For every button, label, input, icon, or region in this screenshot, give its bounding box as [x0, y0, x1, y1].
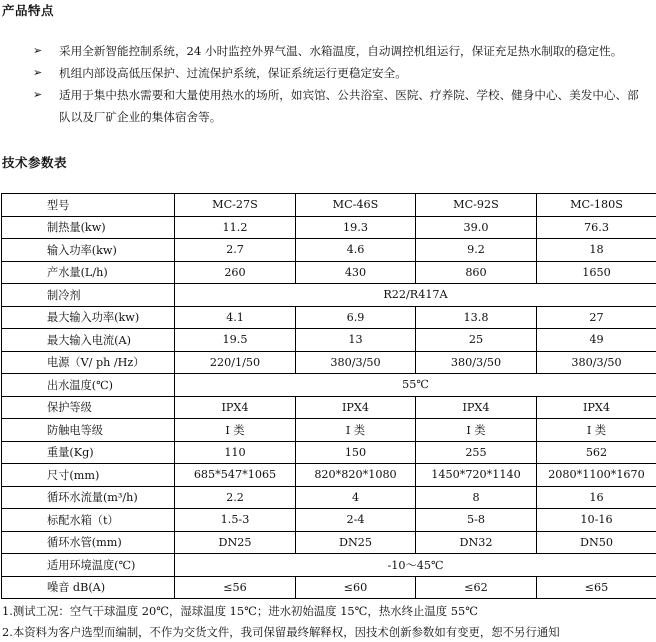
table-row [2, 239, 656, 262]
table-cell: ≤65 [537, 576, 656, 599]
row-label: 尺寸(mm) [2, 464, 175, 487]
table-cell: IPX4 [296, 396, 416, 419]
table-cell: 220/1/50 [175, 351, 296, 374]
model-header: MC-46S [296, 194, 416, 217]
table-row [2, 329, 656, 352]
table-cell: DN50 [537, 531, 656, 554]
table-cell: 19.3 [296, 216, 416, 239]
table-cell: 860 [416, 261, 537, 284]
table-cell: 25 [416, 329, 537, 352]
table-cell: ≤60 [296, 576, 416, 599]
table-cell: 260 [175, 261, 296, 284]
table-row [2, 464, 656, 487]
table-cell: 11.2 [175, 216, 296, 239]
feature-text: 机组内部设高低压保护、过流保护系统，保证系统运行更稳定安全。 [59, 66, 407, 80]
specs-title: 技术参数表 [2, 153, 67, 171]
merged-value: 55℃ [175, 374, 656, 397]
table-cell: 4 [296, 486, 416, 509]
table-row [2, 306, 656, 329]
row-label: 最大输入电流(A) [2, 329, 175, 352]
table-cell: 380/3/50 [537, 351, 656, 374]
arrow-bullet-icon: ➢ [33, 62, 42, 84]
table-cell: 1650 [537, 261, 656, 284]
table-cell: 685*547*1065 [175, 464, 296, 487]
row-label: 重量(Kg) [2, 441, 175, 464]
table-row [2, 374, 656, 397]
table-cell: 27 [537, 306, 656, 329]
model-header: MC-92S [416, 194, 537, 217]
table-cell: 4.6 [296, 239, 416, 262]
table-cell: DN32 [416, 531, 537, 554]
table-cell: 110 [175, 441, 296, 464]
merged-value: -10～45℃ [175, 554, 656, 577]
table-row [2, 531, 656, 554]
table-header-row [2, 194, 656, 217]
row-label: 循环水流量(m³/h) [2, 486, 175, 509]
arrow-bullet-icon: ➢ [33, 40, 42, 62]
table-cell: I 类 [296, 419, 416, 442]
table-cell: 1450*720*1140 [416, 464, 537, 487]
note-line: 1.测试工况：空气干球温度 20℃，湿球温度 15℃；进水初始温度 15℃，热水终止温度 55℃ [2, 601, 560, 622]
table-cell: 5-8 [416, 509, 537, 532]
table-cell: 255 [416, 441, 537, 464]
table-cell: 49 [537, 329, 656, 352]
table-cell: ≤56 [175, 576, 296, 599]
table-cell: 430 [296, 261, 416, 284]
row-label: 最大输入功率(kw) [2, 306, 175, 329]
table-row [2, 554, 656, 577]
table-row [2, 441, 656, 464]
table-cell: IPX4 [537, 396, 656, 419]
row-label: 制热量(kw) [2, 216, 175, 239]
table-cell: 2080*1100*1670 [537, 464, 656, 487]
table-cell: 150 [296, 441, 416, 464]
table-cell: I 类 [416, 419, 537, 442]
table-cell: 8 [416, 486, 537, 509]
table-row [2, 396, 656, 419]
feature-item [0, 40, 656, 62]
model-header: MC-27S [175, 194, 296, 217]
model-header: MC-180S [537, 194, 656, 217]
row-label: 制冷剂 [2, 284, 175, 307]
row-label: 型号 [2, 194, 175, 217]
feature-item [0, 62, 656, 84]
table-cell: DN25 [296, 531, 416, 554]
table-cell: 4.1 [175, 306, 296, 329]
row-label: 标配水箱（t） [2, 509, 175, 532]
table-cell: 6.9 [296, 306, 416, 329]
table-cell: I 类 [537, 419, 656, 442]
merged-value: R22/R417A [175, 284, 656, 307]
table-row [2, 576, 656, 599]
table-row [2, 509, 656, 532]
spec-table [1, 193, 656, 599]
features-title: 产品特点 [2, 1, 54, 19]
row-label: 防触电等级 [2, 419, 175, 442]
table-cell: 13.8 [416, 306, 537, 329]
table-cell: 39.0 [416, 216, 537, 239]
table-row [2, 351, 656, 374]
table-row [2, 419, 656, 442]
table-cell: 13 [296, 329, 416, 352]
table-row [2, 284, 656, 307]
table-cell: 9.2 [416, 239, 537, 262]
table-cell: 76.3 [537, 216, 656, 239]
row-label: 循环水管(mm) [2, 531, 175, 554]
table-cell: 1.5-3 [175, 509, 296, 532]
table-cell: DN25 [175, 531, 296, 554]
table-cell: 380/3/50 [416, 351, 537, 374]
row-label: 电源（V/ ph /Hz） [2, 351, 175, 374]
feature-text: 采用全新智能控制系统，24 小时监控外界气温、水箱温度，自动调控机组运行，保证充足热水制取的稳定性。 [59, 44, 622, 58]
notes [2, 601, 560, 642]
row-label: 输入功率(kw) [2, 239, 175, 262]
table-cell: 2.2 [175, 486, 296, 509]
row-label: 适用环境温度(℃) [2, 554, 175, 577]
row-label: 噪音 dB(A) [2, 576, 175, 599]
table-row [2, 216, 656, 239]
table-row [2, 261, 656, 284]
table-cell: 19.5 [175, 329, 296, 352]
table-cell: I 类 [175, 419, 296, 442]
note-line: 2.本资料为客户选型而编制，不作为交货文件，我司保留最终解释权，因技术创新参数如有变更，恕不另行通知 [2, 622, 560, 642]
row-label: 出水温度(℃) [2, 374, 175, 397]
table-cell: 10-16 [537, 509, 656, 532]
arrow-bullet-icon: ➢ [33, 84, 42, 106]
table-cell: IPX4 [416, 396, 537, 419]
table-cell: 380/3/50 [296, 351, 416, 374]
table-cell: IPX4 [175, 396, 296, 419]
table-cell: 2-4 [296, 509, 416, 532]
table-cell: ≤62 [416, 576, 537, 599]
table-cell: 562 [537, 441, 656, 464]
row-label: 保护等级 [2, 396, 175, 419]
table-cell: 2.7 [175, 239, 296, 262]
table-cell: 820*820*1080 [296, 464, 416, 487]
table-cell: 18 [537, 239, 656, 262]
feature-text: 适用于集中热水需要和大量使用热水的场所，如宾馆、公共浴室、医院、疗养院、学校、健身中心、美发中心、部队以及厂矿企业的集体宿舍等。 [59, 88, 639, 124]
feature-item [0, 84, 656, 128]
table-row [2, 486, 656, 509]
row-label: 产水量(L/h) [2, 261, 175, 284]
table-cell: 16 [537, 486, 656, 509]
feature-list [0, 40, 656, 128]
